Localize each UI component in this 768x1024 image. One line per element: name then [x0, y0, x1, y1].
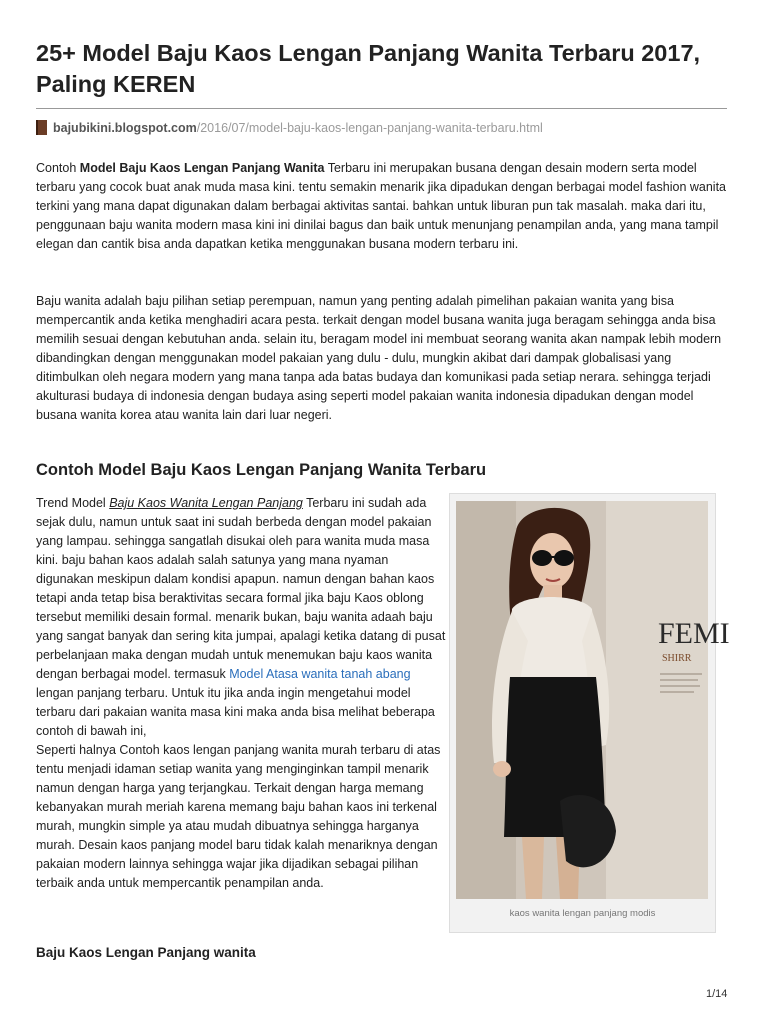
section-heading: Contoh Model Baju Kaos Lengan Panjang Wanita Terbaru	[36, 461, 487, 479]
title-divider	[36, 108, 727, 109]
intro-paragraph	[36, 159, 728, 254]
sign-subtext: SHIRR	[662, 653, 692, 664]
intro-lead: Contoh	[36, 161, 80, 175]
source-domain[interactable]: bajubikini.blogspot.com	[53, 121, 197, 135]
source-path[interactable]: /2016/07/model-baju-kaos-lengan-panjang-wanita-terbaru.html	[196, 121, 543, 135]
subheading: Baju Kaos Lengan Panjang wanita	[36, 945, 256, 960]
column-paragraph-2: Seperti halnya Contoh kaos lengan panjang wanita murah terbaru di atas tentu menjadi idaman setiap wanita yang menginginkan tampil menarik namun dengan harga yang terjangkau. Terkait dengan harga memang kebanyakan murah meriah karena memang baju bahan kaos ini terkenal murah, mungkin simple ya atau mudah dibuatnya sehingga harganya murah. Desain kaos panjang model baru tidak kalah menariknya dengan pakaian modern lainnya sehingga wajar jika dijadikan sebagai pilihan terbaik anda untuk mempercantik penampilan anda.	[36, 743, 441, 890]
source-url[interactable]	[36, 118, 543, 138]
body-paragraph-2: Baju wanita adalah baju pilihan setiap perempuan, namun yang penting adalah pimelihan pakaian wanita yang bisa mempercantik anda ketika menghadiri acara pesta. terkait dengan model busana wanita juga beragam sehingga anda bisa memilih sesuai dengan kebutuhan anda. selain itu, beragam model ini membuat seorang wanita akan nampak lebih modern dibandingkan dengan menggunakan model pakaian yang dulu - dulu, mungkin akibat dari dampak globalisasi yang ditimbulkan oleh negara modern yang mana tanpa ada batas budaya dan komunikasi pada setiap nerara. sehingga terjadi akulturasi budaya di indonesia dengan budaya asing seperti model pakaian wanita indonesia dipadukan dengan model busana wanita korea atau wanita lain dari luar negeri.	[36, 294, 722, 422]
text-column	[36, 494, 446, 893]
link-baju-kaos-wanita[interactable]: Baju Kaos Wanita Lengan Panjang	[109, 496, 303, 510]
column-paragraph-1: Trend Model Baju Kaos Wanita Lengan Panjang Terbaru ini sudah ada sejak dulu, namun untuk saat ini sudah berbeda dengan model pakaian yang lampau. sehingga sangatlah disukai oleh para wanita muda masa kini. baju bahan kaos adalah salah satunya yang mana nyaman digunakan meskipun dalam kondisi apapun. namun dengan bahan kaos tetapi anda tetap bisa beraktivitas secara formal jika baju Kaos oblong tersebut memiliki desain formal. menarik bukan, baju wanita adaah baju yang sangat banyak dan sering kita jumpai, apalagi ketika datang di pusat perbelanjaan maka dengan mudah untuk menemukan baju kaos wanita dengan berbagai model. termasuk Model Atasa wanita tanah abang lengan panjang terbaru. Untuk itu jika anda ingin mengetahui model terbaru dari pakaian wanita masa kini maka anda bisa melihat beberapa contoh di bawah ini,	[36, 496, 446, 738]
intro-bold-keyword: Model Baju Kaos Lengan Panjang Wanita	[79, 161, 325, 175]
product-photo[interactable]	[456, 501, 730, 899]
article-title: 25+ Model Baju Kaos Lengan Panjang Wanita Terbaru 2017, Paling KEREN	[36, 40, 701, 97]
bookmark-icon	[36, 120, 47, 135]
product-figure	[449, 493, 730, 933]
page-number: 1/14	[706, 988, 728, 1000]
figure-caption: kaos wanita lengan panjang modis	[509, 908, 656, 919]
sign-text: FEMI	[658, 617, 730, 650]
intro-rest: Terbaru ini merupakan busana dengan desain modern serta model terbaru yang cocok buat anak muda masa kini. tentu semakin menarik jika dipadukan dengan berbagai model fashion wanita terkini yang mana dapat digunakan dalam berbagai aktivitas santai. bahkan untuk liburan pun tak masalah. maka dari itu, penggunaan baju wanita modern masa kini ini dinilai bagus dan baik untuk menunjang penampilan anda, yang mana tampil elegan dan cantik bisa anda dapatkan ketika menggunakan busana modern terbaru ini.	[36, 161, 727, 251]
link-model-atasan[interactable]: Model Atasa wanita tanah abang	[229, 667, 411, 681]
